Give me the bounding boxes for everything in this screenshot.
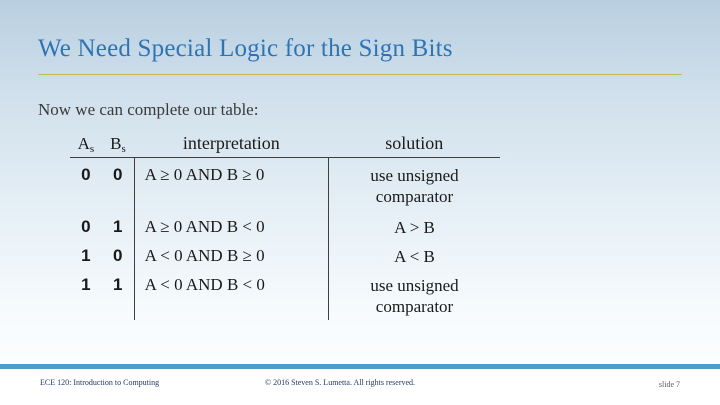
- cell-interpretation: A ≥ 0 AND B ≥ 0: [134, 158, 328, 210]
- solution-line-1: A < B: [394, 246, 435, 266]
- solution-line-2: comparator: [375, 187, 454, 207]
- slide-footer: [0, 369, 720, 405]
- cell-a-sign: 0: [81, 165, 91, 184]
- cell-solution: [329, 239, 500, 268]
- cell-a-sign: 0: [81, 216, 91, 236]
- cell-interpretation: A < 0 AND B < 0: [134, 268, 328, 320]
- table-row: [70, 158, 500, 210]
- cell-b-sign: 0: [113, 165, 123, 184]
- logic-table: [70, 133, 500, 320]
- column-header-solution: solution: [385, 133, 444, 153]
- cell-b-sign: 1: [113, 275, 123, 294]
- cell-interpretation: A ≥ 0 AND B < 0: [134, 210, 328, 239]
- title-divider: [38, 74, 682, 75]
- cell-solution: [329, 158, 500, 210]
- column-header-interpretation: interpretation: [182, 133, 280, 153]
- page-title: We Need Special Logic for the Sign Bits: [38, 35, 453, 62]
- cell-solution: [329, 210, 500, 239]
- cell-interpretation: A < 0 AND B ≥ 0: [134, 239, 328, 268]
- footer-course-label: ECE 120: Introduction to Computing: [40, 378, 160, 387]
- column-header-a-sign: $A_s$: [77, 134, 95, 155]
- table-row: [70, 268, 500, 320]
- footer-copyright: © 2016 Steven S. Lumetta. All rights reserved.: [265, 378, 416, 387]
- cell-b-sign: 1: [113, 216, 123, 236]
- cell-b-sign: 0: [113, 245, 123, 265]
- cell-a-sign: 1: [81, 245, 91, 265]
- table-row: [70, 239, 500, 268]
- solution-line-2: comparator: [375, 297, 454, 317]
- cell-solution: [329, 268, 500, 320]
- subtitle-text: Now we can complete our table:: [38, 100, 259, 119]
- cell-a-sign: 1: [81, 275, 91, 294]
- column-header-b-sign: $B_s$: [110, 134, 126, 155]
- solution-line-1: use unsigned: [370, 166, 459, 185]
- table-header-row: [70, 133, 500, 157]
- solution-line-1: use unsigned: [370, 276, 459, 295]
- footer-slide-number: slide 7: [658, 380, 680, 389]
- solution-line-1: A > B: [394, 217, 435, 237]
- table-row: [70, 210, 500, 239]
- logic-table-container: [70, 133, 500, 320]
